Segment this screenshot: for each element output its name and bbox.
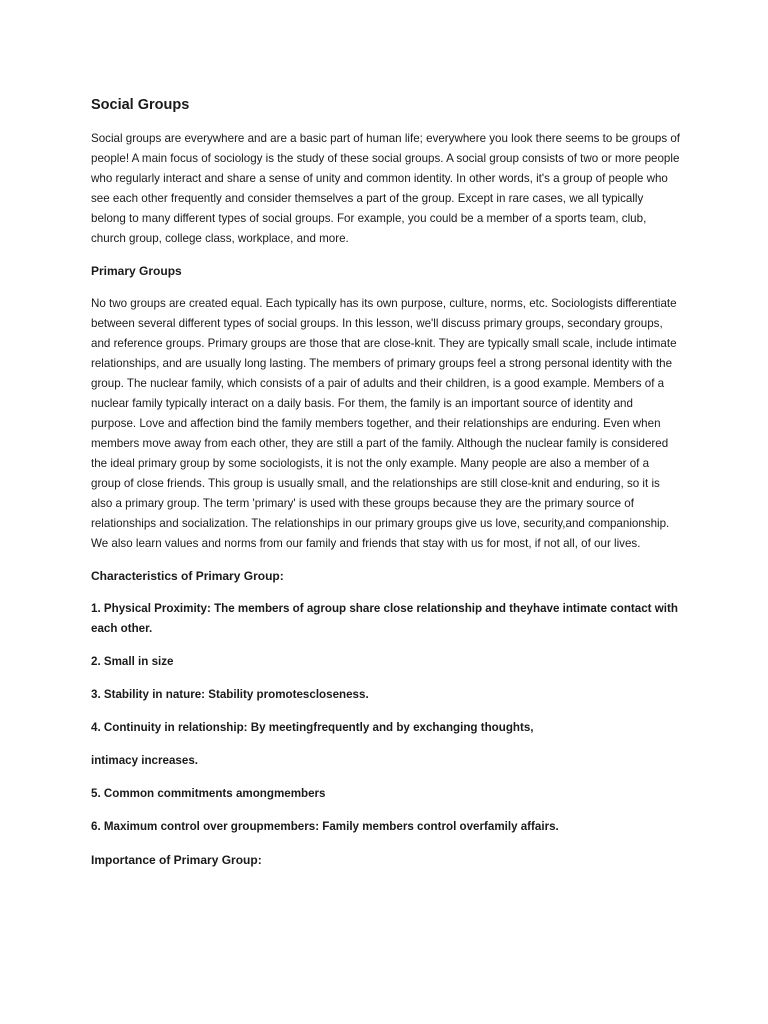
primary-groups-paragraph: No two groups are created equal. Each typically has its own purpose, culture, norms, etc. Sociologists differentiate between several different types of social groups. In this lesson, we'll discuss primary groups, secondary groups, and reference groups. Primary groups are those that are close-knit. They are typically small scale, include intimate relationships, and are usually long lasting. The members of primary groups feel a strong personal identity with the group. The nuclear family, which consists of a pair of adults and their children, is a good example. Members of a nuclear family typically interact on a daily basis. For them, the family is an important source of identity and purpose. Love and affection bind the family members together, and their relationships are enduring. Even when members move away from each other, they are still a part of the family. Although the nuclear family is considered the ideal primary group by some sociologists, it is not the only example. Many people are also a member of a group of close friends. This group is usually small, and the relationships are still close-knit and enduring, so it is also a primary group. The term 'primary' is used with these groups because they are the primary source of relationships and socialization. The relationships in our primary groups give us love, security,and companionship. We also learn values and norms from our family and friends that stay with us for most, if not all, of our lives.: [91, 297, 677, 550]
document-title: Social Groups: [91, 97, 190, 113]
importance-heading: Importance of Primary Group:: [91, 853, 262, 867]
characteristics-heading: Characteristics of Primary Group:: [91, 569, 284, 583]
characteristic-item-continuation: intimacy increases.: [91, 754, 198, 767]
intro-paragraph: Social groups are everywhere and are a basic part of human life; everywhere you look there seems to be groups of people! A main focus of sociology is the study of these social groups. A social group consists of two or more people who regularly interact and share a sense of unity and common identity. In other words, it's a group of people who see each other frequently and consider themselves a part of the group. Except in rare cases, we all typically belong to many different types of social groups. For example, you could be a member of a sports team, club, church group, college class, workplace, and more.: [91, 132, 681, 245]
characteristic-item: 3. Stability in nature: Stability promotescloseness.: [91, 688, 369, 701]
characteristic-item: 5. Common commitments amongmembers: [91, 787, 326, 800]
characteristic-item: 4. Continuity in relationship: By meetingfrequently and by exchanging thoughts,: [91, 721, 534, 734]
characteristic-item: 1. Physical Proximity: The members of agroup share close relationship and theyhave intimate contact with each other.: [91, 602, 678, 635]
characteristic-item: 2. Small in size: [91, 655, 174, 668]
document-page: [91, 95, 681, 883]
characteristic-item: 6. Maximum control over groupmembers: Family members control overfamily affairs.: [91, 820, 559, 833]
primary-groups-heading: Primary Groups: [91, 264, 182, 278]
